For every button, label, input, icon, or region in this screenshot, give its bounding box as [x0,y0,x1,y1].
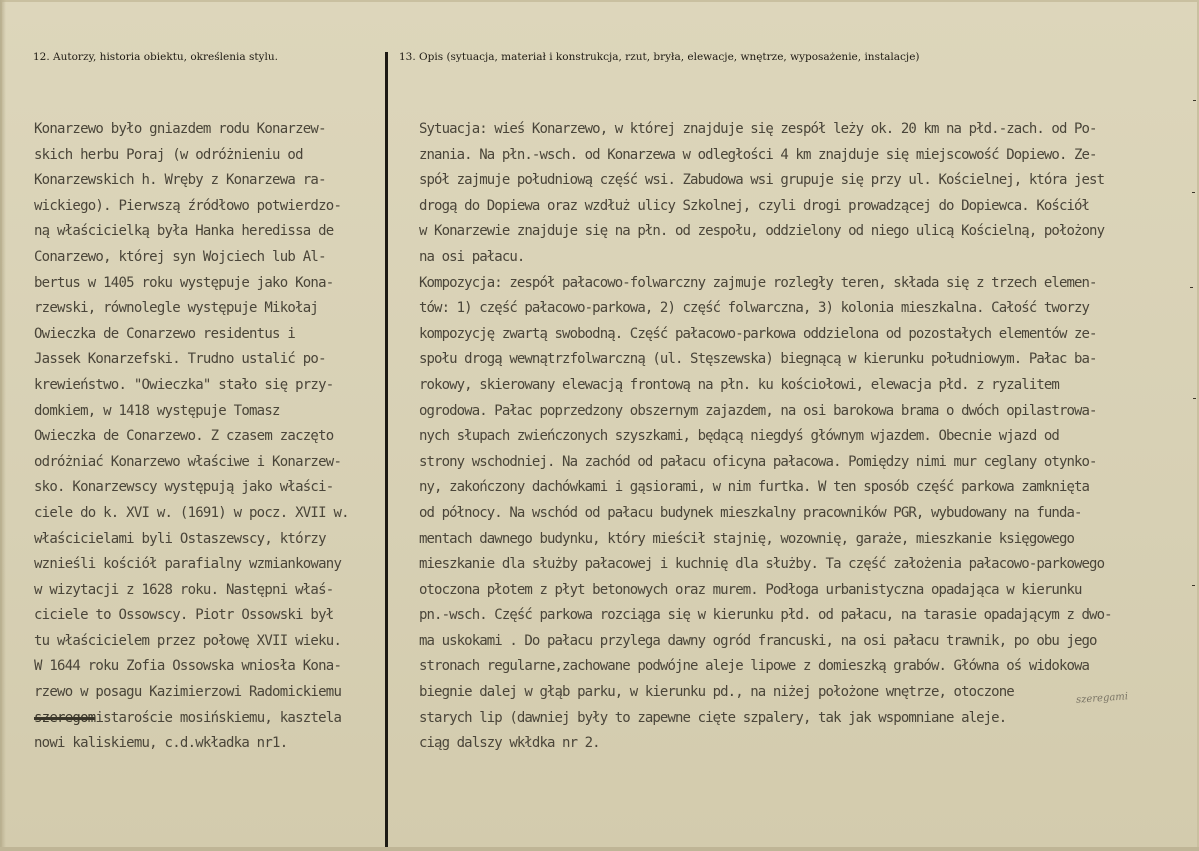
text-line: w Konarzewie znajduje się na płn. od zespołu, oddzielony od niego ulicą Kościelną, położony [419,223,1105,240]
text-line-with-strikeout [34,706,349,732]
margin-mark [1192,585,1195,586]
text-line: rzewski, równolegle występuje Mikołaj [34,300,319,317]
text-line: na osi pałacu. [419,248,525,265]
text-line: społu drogą wewnątrzfolwarczną (ul. Stęszewska) biegnącą w kierunku południowym. Pałac ba- [419,351,1097,368]
text-line: Sytuacja: wieś Konarzewo, w której znajduje się zespół leży ok. 20 km na płd.-zach. od Po- [419,121,1097,137]
text-line: ciele do k. XVI w. (1691) w pocz. XVII w. [34,504,349,521]
text-line: znania. Na płn.-wsch. od Konarzewa w odległości 4 km znajduje się miejscowość Dopiewo. Ze- [419,146,1097,163]
section-header-12: 12. Autorzy, historia obiektu, określenia stylu. [33,51,278,63]
text-line: rzewo w posagu Kazimierzowi Radomickiemu [34,684,342,701]
text-line: Jassek Konarzefski. Trudno ustalić po- [34,351,326,368]
text-line: od północy. Na wschód od pałacu budynek mieszkalny pracowników PGR, wybudowany na funda- [419,504,1082,521]
text-line: starych lip (dawniej były to zapewne cięte szpalery, tak jak wspomniane aleje. [419,709,1007,726]
text-line: nowi kaliskiemu, c.d.wkładka nr1. [34,735,288,752]
column-divider [385,52,388,847]
text-line: ny, zakończony dachówkami i gąsiorami, w nim furtka. W ten sposób część parkowa zamknięta [419,479,1090,496]
description-text-column [419,117,1112,757]
text-line: stronach regularne,zachowane podwójne aleje lipowe z domieszką grabów. Główna oś widokowa [419,658,1090,675]
text-line: bertus w 1405 roku występuje jako Kona- [34,274,334,291]
text-line: W 1644 roku Zofia Ossowska wniosła Kona- [34,658,342,675]
text-line: domkiem, w 1418 występuje Tomasz [34,402,280,419]
text-line: Owieczka de Conarzewo. Z czasem zaczęto [34,428,334,445]
handwritten-annotation: szeregami [1075,691,1129,706]
text-line-rest: istaroście mosińskiemu, kasztela [95,709,342,726]
text-line: tów: 1) część pałacowo-parkowa, 2) część folwarczna, 3) kolonia mieszkalna. Całość tworzy [419,300,1090,317]
text-line: drogą do Dopiewa oraz wzdłuż ulicy Szkolnej, czyli drogi prowadzącej do Dopiewca. Kościół [419,197,1090,214]
text-line: mentach dawnego budynku, który mieścił stajnię, wozownię, garaże, mieszkanie księgowego [419,530,1074,547]
text-line: właścicielami byli Ostaszewscy, którzy [34,530,326,547]
text-line: mieszkanie dla służby pałacowej i kuchnię dla służby. Ta część założenia pałacowo-parkowego [419,556,1105,573]
text-line: w wizytacji z 1628 roku. Następni właś- [34,581,334,598]
text-line: wickiego). Pierwszą źródłowo potwierdzo- [34,197,342,214]
text-line: rokowy, skierowany elewacją frontową na płn. ku kościołowi, elewacja płd. z ryzalitem [419,376,1059,393]
text-line: ogrodowa. Pałac poprzedzony obszernym zajazdem, na osi barokowa brama o dwóch opilastrowa- [419,402,1097,419]
margin-mark [1192,192,1195,193]
crossed-out-word: szeregom [34,709,96,726]
text-line: krewieństwo. "Owieczka" stało się przy- [34,376,334,393]
text-line: ciąg dalszy wkłdka nr 2. [419,735,600,752]
text-line: biegnie dalej w głąb parku, w kierunku pd., na niżej położone wnętrze, otoczone [419,684,1014,701]
history-text-column [34,117,349,757]
text-line: ciciele to Ossowscy. Piotr Ossowski był [34,607,334,624]
text-line: wznieśli kościół parafialny wzmiankowany [34,556,342,573]
text-line: Konarzewskich h. Wręby z Konarzewa ra- [34,172,326,189]
text-line: Konarzewo było gniazdem rodu Konarzew- [34,121,326,137]
text-line: kompozycję zwartą swobodną. Część pałacowo-parkowa oddzielona od pozostałych elementów ze- [419,325,1097,342]
paper-edge-left [0,0,6,851]
text-line: strony wschodniej. Na zachód od pałacu oficyna pałacowa. Pomiędzy nimi mur ceglany otynko- [419,453,1097,470]
section-header-13: 13. Opis (sytuacja, materiał i konstrukcja, rzut, bryła, elewacje, wnętrze, wyposażenie, instalacje) [399,51,920,63]
text-line: Kompozycja: zespół pałacowo-folwarczny zajmuje rozległy teren, składa się z trzech elemen- [419,274,1097,291]
text-line: tu właścicielem przez połowę XVII wieku. [34,632,342,649]
text-line: nych słupach zwieńczonych szyszkami, będącą niegdyś głównym wjazdem. Obecnie wjazd od [419,428,1059,445]
text-line: skich herbu Poraj (w odróżnieniu od [34,146,303,163]
text-line: odróżniać Konarzewo właściwe i Konarzew- [34,453,342,470]
text-line: pn.-wsch. Część parkowa rozciąga się w kierunku płd. od pałacu, na tarasie opadającym z dwo- [419,607,1112,624]
text-line: otoczona płotem z płyt betonowych oraz murem. Podłoga urbanistyczna opadająca w kierunku [419,581,1082,598]
text-line: sko. Konarzewscy występują jako właści- [34,479,334,496]
text-line: ną właścicielką była Hanka heredissa de [34,223,334,240]
margin-mark [1190,287,1193,288]
paper-edge-bottom [0,847,1199,851]
text-line: ma uskokami . Do pałacu przylega dawny ogród francuski, na osi pałacu trawnik, po obu jego [419,632,1097,649]
margin-mark [1193,398,1196,399]
text-line: Conarzewo, której syn Wojciech lub Al- [34,248,326,265]
text-line: spół zajmuje południową część wsi. Zabudowa wsi grupuje się przy ul. Kościelnej, która jest [419,172,1105,189]
text-line: Owieczka de Conarzewo residentus i [34,325,296,342]
margin-mark [1193,100,1196,101]
